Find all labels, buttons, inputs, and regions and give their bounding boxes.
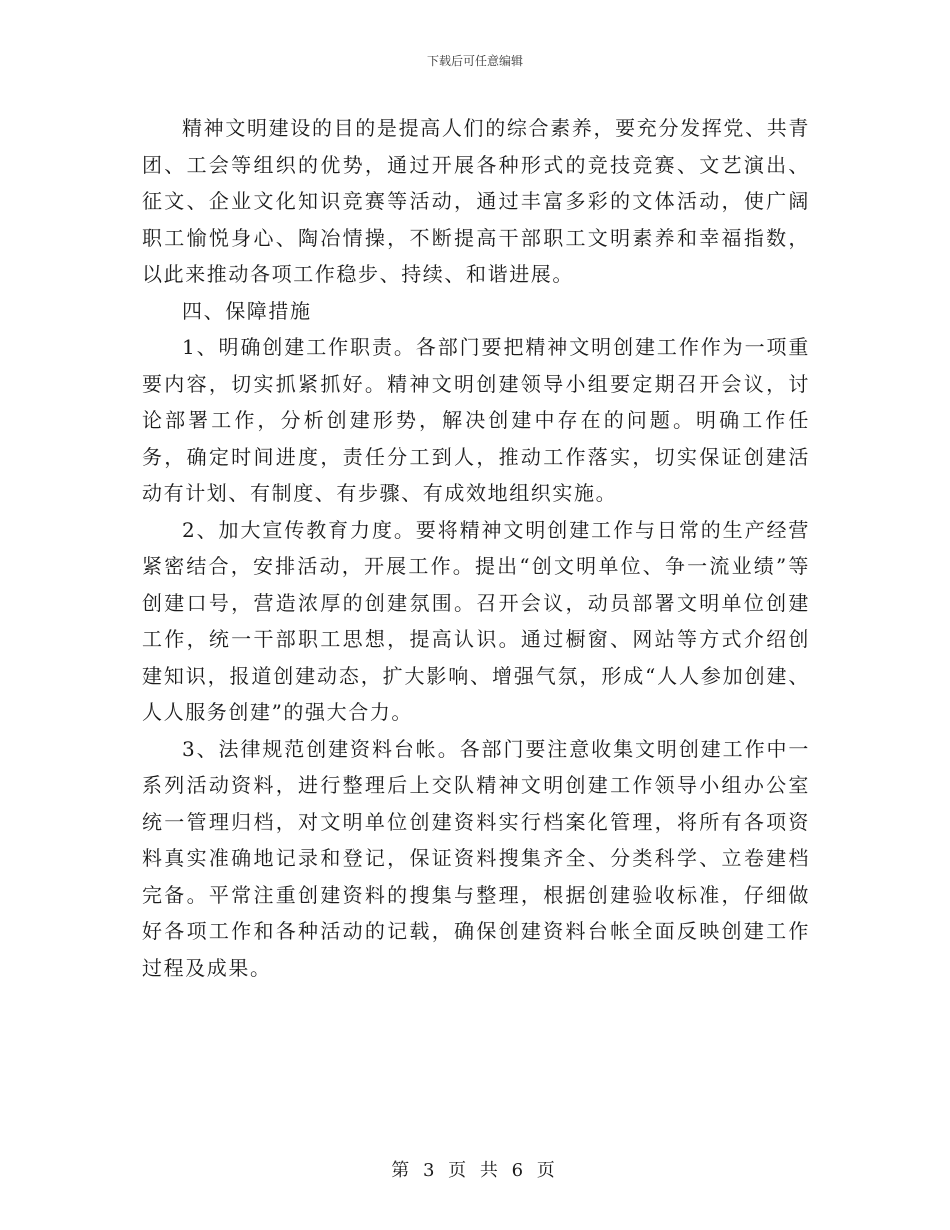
paragraph-purpose: 精神文明建设的目的是提高人们的综合素养，要充分发挥党、共青团、工会等组织的优势，通过开展各种形式的竞技竞赛、文艺演出、征文、企业文化知识竞赛等活动，通过丰富多彩的文体活动，使广阔职工愉悦身心、陶冶情操，不断提高干部职工文明素养和幸福指数，以此来推动各项工作稳步、持续、和谐进展。	[142, 116, 810, 286]
section-heading-safeguards: 四、保障措施	[182, 298, 312, 323]
paragraph-item-2: 2、加大宣传教育力度。要将精神文明创建工作与日常的生产经营紧密结合，安排活动，开展工作。提出“创文明单位、争一流业绩”等创建口号，营造浓厚的创建氛围。召开会议，动员部署文明单位创建工作，统一干部职工思想，提高认识。通过橱窗、网站等方式介绍创建知识，报道创建动态，扩大影响、增强气氛，形成“人人参加创建、人人服务创建”的强大合力。	[142, 517, 810, 724]
document-body	[142, 110, 810, 986]
page-header: 下载后可任意编辑	[426, 54, 523, 68]
paragraph-item-1: 1、明确创建工作职责。各部门要把精神文明创建工作作为一项重要内容，切实抓紧抓好。精神文明创建领导小组要定期召开会议，讨论部署工作，分析创建形势，解决创建中存在的问题。明确工作任务，确定时间进度，责任分工到人，推动工作落实，切实保证创建活动有计划、有制度、有步骤、有成效地组织实施。	[142, 335, 810, 505]
page-number-footer: 第 3 页 共 6 页	[391, 1160, 559, 1181]
paragraph-item-3: 3、法律规范创建资料台帐。各部门要注意收集文明创建工作中一系列活动资料，进行整理后上交队精神文明创建工作领导小组办公室统一管理归档，对文明单位创建资料实行档案化管理，将所有各项资料真实准确地记录和登记，保证资料搜集齐全、分类科学、立卷建档完备。平常注重创建资料的搜集与整理，根据创建验收标准，仔细做好各项工作和各种活动的记载，确保创建资料台帐全面反映创建工作过程及成果。	[142, 736, 810, 980]
